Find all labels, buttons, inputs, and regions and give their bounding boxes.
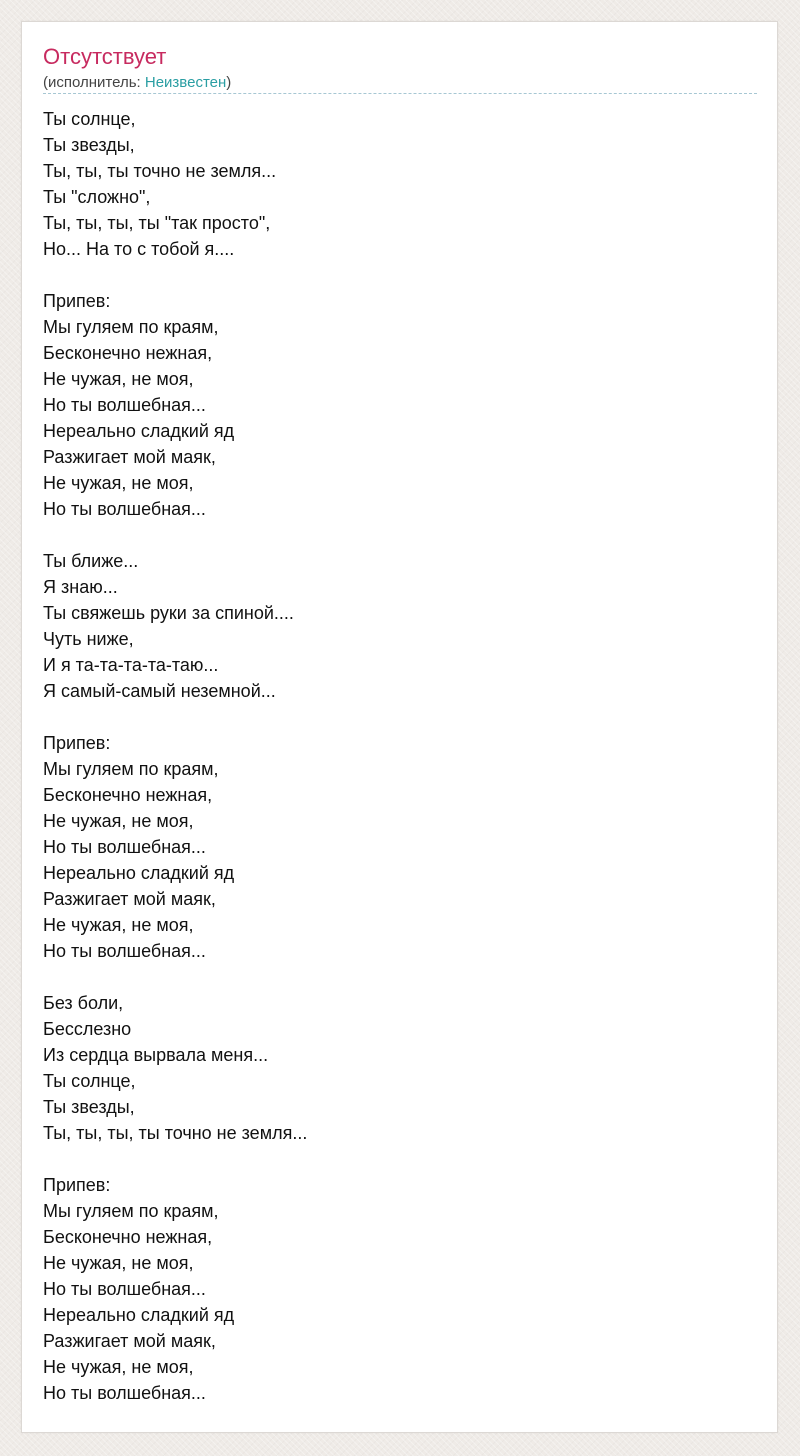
- artist-suffix: ): [226, 74, 232, 91]
- lyrics-text: Ты солнце, Ты звезды, Ты, ты, ты точно не земля... Ты "сложно", Ты, ты, ты, ты "так просто", Но... На то с тобой я.... Припев: Мы гуляем по краям, Бесконечно нежная, Не чужая, не моя, Но ты волшебная... Нереально сладкий яд Разжигает мой маяк, Не чужая, не моя, Но ты волшебная... Ты ближе... Я знаю... Ты свяжешь руки за спиной.... Чуть ниже, И я та-та-та-та-таю... Я самый-самый неземной... Припев: Мы гуляем по краям, Бесконечно нежная, Не чужая, не моя, Но ты волшебная... Нереально сладкий яд Разжигает мой маяк, Не чужая, не моя, Но ты волшебная... Без боли, Бесслезно Из сердца вырвала меня... Ты солнце, Ты звезды, Ты, ты, ты, ты точно не земля... Припев: Мы гуляем по краям, Бесконечно нежная, Не чужая, не моя, Но ты волшебная... Нереально сладкий яд Разжигает мой маяк, Не чужая, не моя, Но ты волшебная...: [43, 109, 308, 1403]
- artist-line: [43, 73, 231, 93]
- song-title: Отсутствует: [43, 44, 167, 69]
- title-divider: [43, 93, 757, 94]
- artist-link[interactable]: Неизвестен: [144, 74, 227, 91]
- artist-prefix: (исполнитель:: [43, 74, 145, 91]
- lyrics-card: [21, 21, 778, 1433]
